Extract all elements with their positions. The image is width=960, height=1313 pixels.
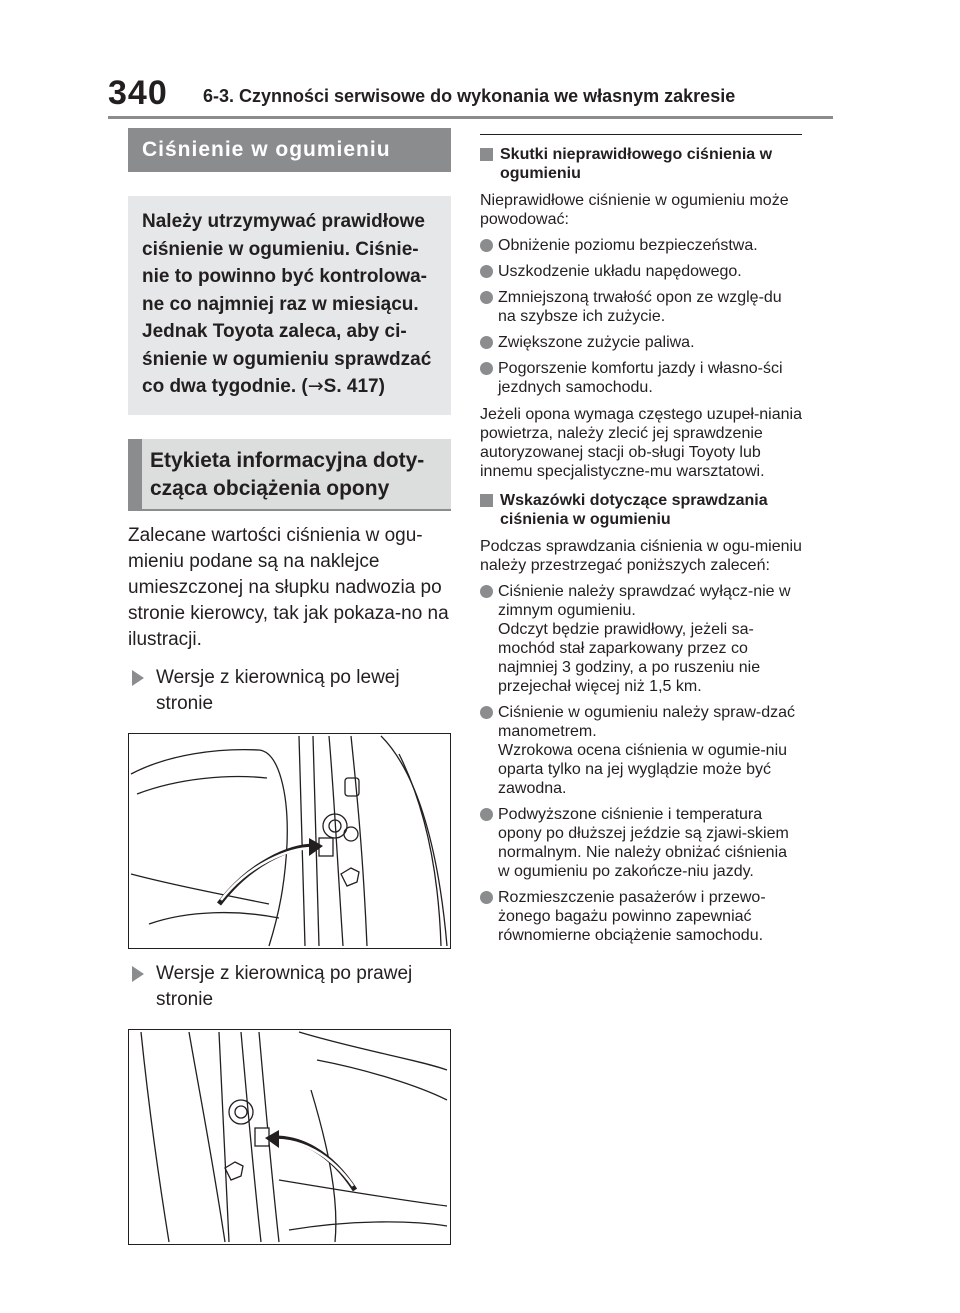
variant-lhd: [128, 665, 451, 717]
list-item: Pogorszenie komfortu jazdy i własno-ści jezdnych samochodu.: [480, 359, 802, 397]
pillar-label-illustration-rhd: [129, 1030, 450, 1244]
list-item: Ciśnienie należy sprawdzać wyłącz-nie w zimnym ogumieniu. Odczyt będzie prawidłowy, jeżeli sa-mochód stał zaparkowany przez co najmniej 3 godziny, a po ruszeniu nie przejechał więcej niż 1,5 km.: [480, 582, 802, 696]
effects-intro: Nieprawidłowe ciśnienie w ogumieniu może powodować:: [480, 192, 789, 228]
list-item: Rozmieszczenie pasażerów i przewo-żonego bagażu powinno zapewniać równomierne obciążenie samochodu.: [480, 888, 802, 945]
figure-rhd-pillar: [128, 1029, 451, 1245]
page-ref-link[interactable]: S. 417): [323, 376, 385, 397]
variant-lhd-label: Wersje z kierownicą po lewej stronie: [156, 666, 400, 714]
left-column: [128, 128, 451, 1245]
list-item: Podwyższone ciśnienie i temperatura opony po dłuższej jeździe są zjawi-skiem normalnym. Nie należy obniżać ciśnienia w ogumieniu po zakończe-niu jazdy.: [480, 805, 802, 881]
circle-bullet-icon: [480, 585, 493, 598]
check-tips-intro: Podczas sprawdzania ciśnienia w ogu-mieniu należy przestrzegać poniższych zaleceń:: [480, 538, 802, 574]
triangle-bullet-icon: [132, 670, 144, 686]
chapter-title: 6-3. Czynności serwisowe do wykonania we własnym zakresie: [203, 86, 736, 106]
subheading-effects: Skutki nieprawidłowego ciśnienia w ogumieniu: [480, 145, 802, 183]
right-column-rule: [480, 134, 802, 135]
figure-lhd-pillar: [128, 733, 451, 949]
service-paragraph: Jeżeli opona wymaga częstego uzupeł-niania powietrza, należy zlecić jej sprawdzenie autoryzowanej stacji ob-sługi Toyoty lub innemu specjalistyczne-mu warsztatowi.: [480, 406, 802, 480]
circle-bullet-icon: [480, 706, 493, 719]
page-header: [0, 0, 960, 120]
subheading-check-tips: Wskazówki dotyczące sprawdzania ciśnienia w ogumieniu: [480, 491, 802, 529]
page-ref-arrow-icon: →: [307, 375, 324, 397]
triangle-bullet-icon: [132, 966, 144, 982]
right-column: [480, 134, 802, 945]
list-item: Zmniejszoną trwałość opon ze wzglę-du na szybsze ich zużycie.: [480, 288, 802, 326]
circle-bullet-icon: [480, 808, 493, 821]
intro-box-text: Należy utrzymywać prawidłowe ciśnienie w ogumieniu. Ciśnie-nie to powinno być kontrolowa-ne co najmniej raz w miesiącu. Jednak Toyota zaleca, aby ci-śnienie w ogumieniu sprawdzać co dwa tygodnie. (: [142, 211, 432, 397]
load-label-description: Zalecane wartości ciśnienia w ogu-mieniu podane są na naklejce umieszczonej na słupku nadwozia po stronie kierowcy, tak jak pokaza-no na ilustracji.: [128, 524, 449, 650]
section-intro-box: [128, 196, 451, 415]
circle-bullet-icon: [480, 291, 493, 304]
circle-bullet-icon: [480, 362, 493, 375]
list-item: Uszkodzenie układu napędowego.: [480, 262, 802, 281]
list-item: Zwiększone zużycie paliwa.: [480, 333, 802, 352]
circle-bullet-icon: [480, 891, 493, 904]
square-bullet-icon: [480, 148, 493, 161]
section-title-load-label: Etykieta informacyjna doty-cząca obciążenia opony: [128, 439, 451, 511]
circle-bullet-icon: [480, 239, 493, 252]
pillar-label-illustration-lhd: [129, 734, 450, 948]
variant-rhd-label: Wersje z kierownicą po prawej stronie: [156, 962, 413, 1010]
circle-bullet-icon: [480, 265, 493, 278]
section-title-tire-pressure: Ciśnienie w ogumieniu: [128, 128, 451, 174]
page-number: 340: [108, 74, 168, 112]
square-bullet-icon: [480, 494, 493, 507]
variant-rhd: [128, 961, 451, 1013]
circle-bullet-icon: [480, 336, 493, 349]
list-item: Ciśnienie w ogumieniu należy spraw-dzać manometrem. Wzrokowa ocena ciśnienia w ogumie-niu oparta tylko na jej wyglądzie może być zawodna.: [480, 703, 802, 798]
list-item: Obniżenie poziomu bezpieczeństwa.: [480, 236, 802, 255]
header-rule: [108, 116, 833, 119]
